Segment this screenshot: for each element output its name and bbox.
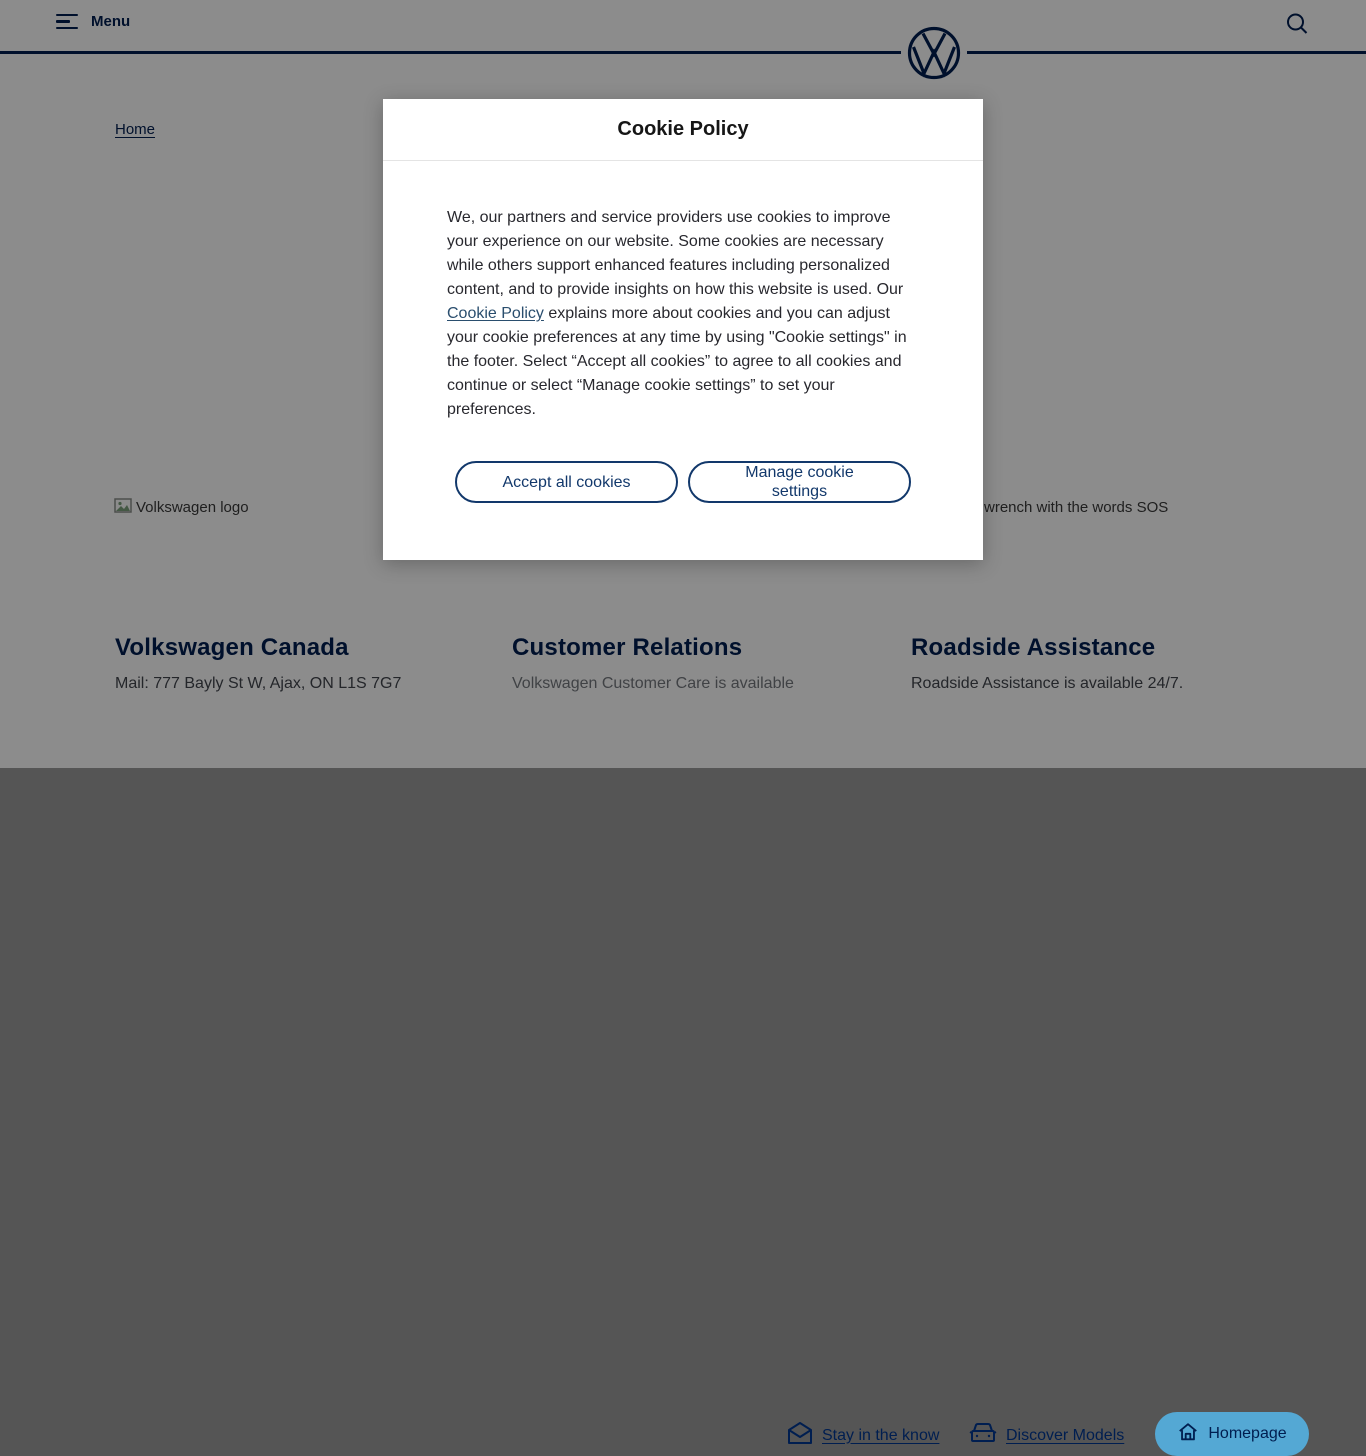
footer-heading: Roadside Assistance [911, 634, 1156, 661]
discover-models-label: Discover Models [1006, 1426, 1125, 1444]
footer-body-text: Volkswagen Customer Care is available [512, 675, 794, 692]
manage-cookie-settings-button[interactable] [688, 461, 911, 503]
breadcrumb-home-link[interactable]: Home [115, 121, 156, 138]
sos-image-alt-text: wrench with the words SOS [984, 499, 1169, 516]
broken-image-alt-text: Volkswagen logo [136, 499, 249, 516]
accept-all-cookies-button[interactable] [455, 461, 678, 503]
modal-body-pre: We, our partners and service providers use cookies to improve your experience on our website. Some cookies are necessary while others support enhanced features including personalized content, and to provide insights on how this website is used. Our [447, 209, 904, 298]
modal-body-text [383, 161, 983, 422]
accept-all-cookies-label: Accept all cookies [502, 473, 631, 491]
car-icon [969, 1421, 997, 1450]
menu-label: Menu [91, 13, 131, 30]
modal-button-row [383, 461, 983, 503]
stay-in-the-know-label: Stay in the know [822, 1426, 940, 1444]
cookie-policy-modal [383, 99, 983, 560]
homepage-button[interactable] [1155, 1412, 1309, 1456]
footer-heading: Customer Relations [512, 634, 743, 661]
home-icon [1177, 1421, 1199, 1448]
modal-body-post: explains more about cookies and you can adjust your cookie preferences at any time by using "Cookie settings" in the footer. Select “Accept all cookies” to agree to all cookies and continue or select “Manage cookie settings” to set your preferences. [447, 305, 907, 418]
cookie-policy-link[interactable]: Cookie Policy [447, 305, 544, 322]
stay-in-the-know-link[interactable] [787, 1421, 939, 1450]
manage-cookie-settings-label: Manage cookie settings [745, 464, 854, 500]
footer-heading: Volkswagen Canada [115, 634, 349, 661]
footer-body-text: Mail: 777 Bayly St W, Ajax, ON L1S 7G7 [115, 675, 402, 692]
discover-models-link[interactable] [969, 1421, 1124, 1450]
modal-title: Cookie Policy [617, 118, 749, 140]
footer-body-text: Roadside Assistance is available 24/7. [911, 675, 1184, 692]
homepage-label: Homepage [1208, 1425, 1287, 1442]
envelope-icon [787, 1421, 813, 1450]
